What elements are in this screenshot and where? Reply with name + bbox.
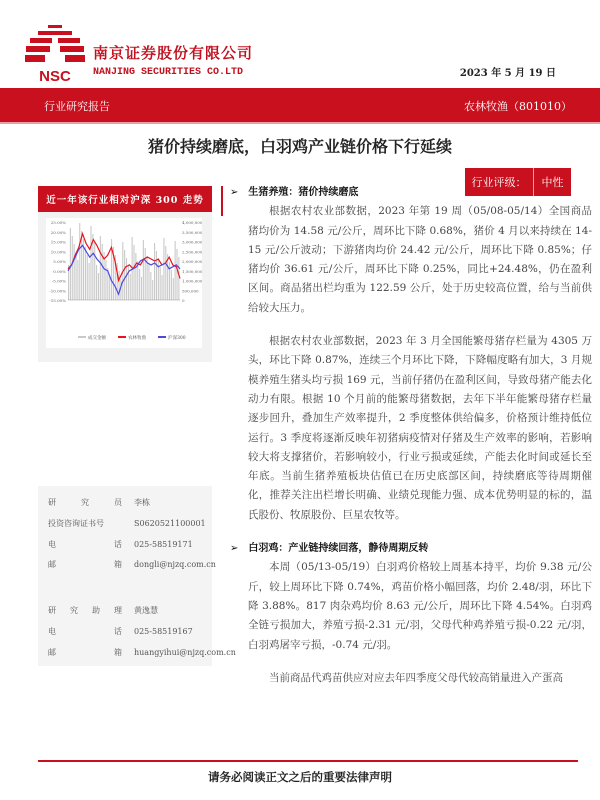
bullet-icon: ➢ bbox=[230, 543, 239, 555]
header-band bbox=[0, 88, 600, 124]
section-heading bbox=[230, 183, 592, 202]
volume-bar bbox=[89, 263, 90, 300]
volume-bar bbox=[178, 257, 179, 300]
analyst-value: 李栋 bbox=[134, 497, 150, 507]
analyst-key: 电 话 bbox=[48, 626, 122, 636]
volume-bar bbox=[163, 238, 164, 300]
volume-bar bbox=[156, 251, 157, 300]
analyst-value[interactable]: huangyihui@njzq.com.cn bbox=[134, 647, 236, 657]
volume-bar bbox=[145, 248, 146, 300]
analyst-row bbox=[48, 554, 216, 574]
volume-bar bbox=[150, 272, 151, 300]
volume-bar bbox=[133, 245, 134, 300]
divider bbox=[221, 186, 223, 216]
left-tick-label: 5.00% bbox=[53, 259, 66, 264]
volume-bar bbox=[126, 258, 127, 300]
volume-bar bbox=[171, 270, 172, 300]
industry-line bbox=[68, 234, 180, 281]
volume-bar bbox=[87, 255, 88, 300]
right-tick-label: 0 bbox=[182, 298, 185, 303]
volume-bar bbox=[109, 276, 110, 300]
legal-notice: 请务必阅读正文之后的重要法律声明 bbox=[208, 770, 392, 784]
paragraph: 根据农村农业部数据，2023 年 3 月全国能繁母猪存栏量为 4305 万头，环比下降 0.87%，连续三个月环比下降，下降幅度略有加大，3 月规模养殖生猪头均亏损 169 元，当前仔猪仍在盈利区间，导致母猪产能去化动力有限。根据 10 个月前的能繁母猪数据，去年下半年能繁母猪存栏量逐步回升，叠加生产效率提升，2 季度整体供给偏多，价格预计维持低位运行。3 季度将逐渐反映年初猪病疫情对仔猪及生产效率的影响，若影响较大将支撑猪价，若影响较小，行业亏损或延续，产能去化时间或延长至年底。当前生猪养殖板块估值已在历史底部区间，持续磨底等待周期催化，推荐关注出栏增长明确、业绩兑现能力强、成本优势明显的标的，温氏股份、牧原股份、巨星农牧等。 bbox=[248, 335, 592, 521]
volume-bar bbox=[81, 231, 82, 300]
analyst-value: 025-58519171 bbox=[134, 539, 193, 549]
legend-label: 沪深300 bbox=[168, 336, 186, 341]
legend-label: 农林牧渔 bbox=[128, 336, 146, 341]
volume-bar bbox=[135, 253, 136, 300]
nsc-logo bbox=[22, 24, 88, 84]
footer-line bbox=[38, 760, 578, 762]
volume-bar bbox=[130, 274, 131, 300]
volume-bar bbox=[160, 267, 161, 300]
right-tick-label: 2,500,000 bbox=[182, 249, 202, 255]
volume-bar bbox=[75, 252, 76, 300]
volume-bar bbox=[173, 278, 174, 300]
volume-bar bbox=[100, 236, 101, 300]
svg-text:NSC: NSC bbox=[39, 68, 71, 84]
left-tick-label: 25.00% bbox=[50, 220, 66, 225]
section-heading-text: 白羽鸡：产业链持续回落，静待周期反转 bbox=[248, 543, 429, 555]
volume-bar bbox=[158, 259, 159, 300]
left-tick-label: 20.00% bbox=[50, 229, 66, 235]
paragraph: 本周（05/13-05/19）白羽鸡价格较上周基本持平，均价 9.38 元/公斤，较上周环比下降 0.74%，鸡苗价格小幅回落，均价 2.48/羽，环比下降 3.88%。817 肉杂鸡均价 8.63 元/公斤，周环比下降 4.54%。白羽鸡全链亏损加大，养殖亏损-2.31 元/羽，父母代种鸡养殖亏损-0.22 元/羽，白羽鸡屠宰亏损，-0.74 元/羽。 bbox=[248, 561, 592, 651]
right-tick-label: 1,500,000 bbox=[182, 268, 202, 274]
rating-label: 行业评级： bbox=[465, 168, 534, 196]
analyst-info bbox=[38, 486, 236, 666]
volume-bar bbox=[102, 244, 103, 300]
analyst-key: 研 究 员 bbox=[48, 497, 122, 507]
volume-bar bbox=[137, 261, 138, 300]
analyst-row bbox=[48, 600, 158, 620]
rating-value: 中性 bbox=[541, 176, 564, 189]
left-tick-label: -5.00% bbox=[51, 278, 66, 284]
volume-bar bbox=[124, 250, 125, 300]
legend-label: 成交金额 bbox=[88, 336, 106, 341]
analyst-row bbox=[48, 642, 236, 662]
left-tick-label: 0.00% bbox=[53, 268, 66, 274]
left-tick-label: -10.00% bbox=[49, 288, 66, 294]
volume-bar bbox=[105, 260, 106, 300]
analyst-value: S0620521100001 bbox=[134, 518, 206, 528]
right-tick-label: 1,000,000 bbox=[182, 278, 202, 284]
analyst-row bbox=[48, 492, 150, 512]
left-tick-label: 10.00% bbox=[50, 249, 66, 255]
volume-bar bbox=[77, 260, 78, 300]
section-heading bbox=[230, 539, 592, 558]
report-date: 2023 年 5 月 19 日 bbox=[459, 68, 556, 79]
analyst-key: 邮 箱 bbox=[48, 559, 122, 569]
analyst-row bbox=[48, 621, 193, 641]
analyst-value: 025-58519167 bbox=[134, 626, 193, 636]
analyst-value: 黄逸慧 bbox=[134, 605, 158, 615]
volume-bar bbox=[74, 244, 75, 300]
analyst-row bbox=[48, 534, 193, 554]
volume-bar bbox=[154, 243, 155, 300]
left-tick-label: -15.00% bbox=[49, 298, 66, 303]
right-tick-label: 500,000 bbox=[182, 288, 199, 294]
volume-bar bbox=[96, 265, 97, 300]
volume-bar bbox=[176, 249, 177, 300]
right-tick-label: 3,000,000 bbox=[182, 239, 202, 245]
analyst-value[interactable]: dongli@njzq.com.cn bbox=[134, 559, 216, 569]
volume-bar bbox=[72, 236, 73, 300]
report-body bbox=[230, 183, 592, 702]
volume-bar bbox=[141, 277, 142, 300]
analyst-key: 投资咨询证书号 bbox=[48, 518, 104, 528]
analyst-key: 研 究 助 理 bbox=[48, 605, 122, 615]
volume-bar bbox=[98, 273, 99, 300]
volume-bar bbox=[70, 228, 71, 300]
company-name-cn: 南京证券股份有限公司 bbox=[93, 44, 254, 62]
volume-bar bbox=[92, 234, 93, 300]
relative-trend-chart bbox=[46, 218, 202, 348]
company-name-en: NANJING SECURITIES CO.LTD bbox=[93, 67, 244, 78]
report-title: 猪价持续磨底，白羽鸡产业链价格下行延续 bbox=[147, 137, 452, 156]
legend-swatch bbox=[158, 336, 166, 338]
industry-label: 农林牧渔（801010） bbox=[464, 100, 572, 113]
volume-bar bbox=[94, 242, 95, 300]
paragraph: 根据农村农业部数据，2023 年第 19 周（05/08-05/14）全国商品猪均价为 14.58 元/公斤，周环比下降 0.68%，猪价 4 月以来持续在 14-15 元/公斤波动；下游猪肉均价 24.42 元/公斤，周环比下降 0.85%；仔猪均价 36.61 元/公斤，周环比下降 0.25%，同比+24.48%，仍在盈利区间。商品猪出栏均重为 122.59 公斤，处于历史较高位置，给与当前供给较大压力。 bbox=[248, 205, 592, 314]
legend-swatch bbox=[78, 336, 86, 338]
volume-bar bbox=[162, 275, 163, 300]
volume-bar bbox=[85, 247, 86, 300]
volume-bar bbox=[175, 241, 176, 300]
volume-bar bbox=[152, 280, 153, 300]
volume-bar bbox=[139, 269, 140, 300]
volume-bar bbox=[79, 223, 80, 300]
volume-bar bbox=[165, 246, 166, 300]
chart-title: 近一年该行业相对沪深 300 走势 bbox=[38, 186, 212, 212]
section-heading-text: 生猪养殖：猪价持续磨底 bbox=[248, 187, 359, 198]
report-type: 行业研究报告 bbox=[44, 100, 110, 113]
right-tick-label: 3,500,000 bbox=[182, 229, 202, 235]
right-tick-label: 4,000,000 bbox=[182, 220, 202, 225]
analyst-key: 邮 箱 bbox=[48, 647, 122, 657]
volume-bar bbox=[148, 264, 149, 300]
bullet-icon: ➢ bbox=[230, 187, 239, 198]
volume-bar bbox=[143, 240, 144, 300]
analyst-key: 电 话 bbox=[48, 539, 122, 549]
paragraph: 当前商品代鸡苗供应对应去年四季度父母代较高销量进入产蛋高 bbox=[269, 671, 563, 684]
left-tick-label: 15.00% bbox=[50, 239, 66, 245]
volume-bar bbox=[90, 226, 91, 300]
right-tick-label: 2,000,000 bbox=[182, 259, 202, 264]
legend-swatch bbox=[118, 336, 126, 338]
analyst-row bbox=[48, 513, 206, 533]
